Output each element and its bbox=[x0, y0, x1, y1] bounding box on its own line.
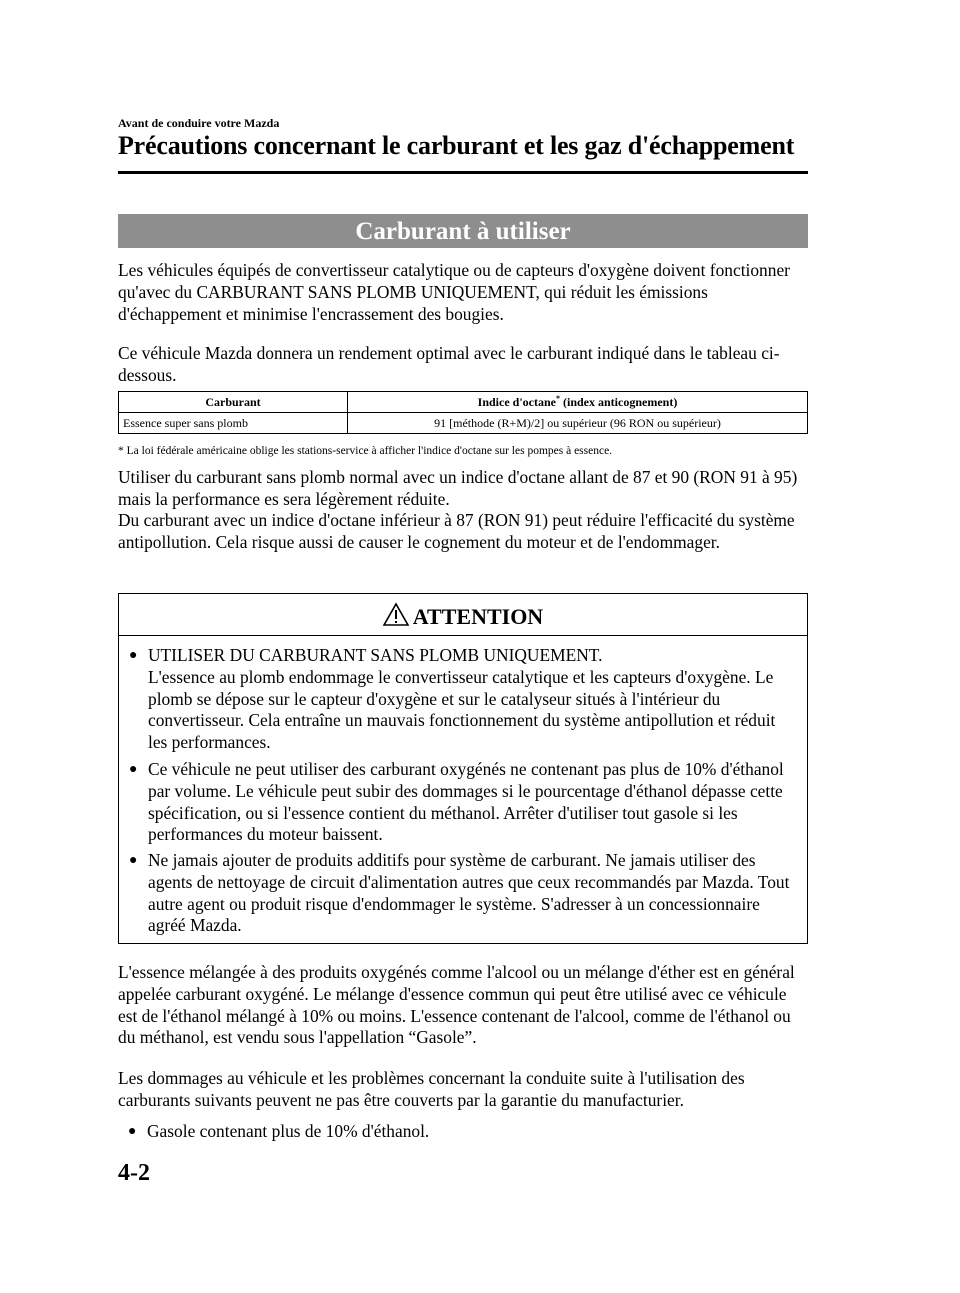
octane-column-header bbox=[348, 392, 808, 413]
chapter-title-rule bbox=[118, 171, 808, 174]
bullet-icon: ● bbox=[128, 1124, 137, 1139]
attention-item-text: Ne jamais ajouter de produits additifs pour système de carburant. Ne jamais utiliser des agents de nettoyage de circuit d'alimentation autres que ceux recommandés par Mazda. Tout autre agent ou produit risque d'endommager le système. S'adresser à un concessionnaire agréé Mazda. bbox=[148, 850, 790, 936]
fuel-table-header-row bbox=[119, 392, 808, 413]
bullet-icon: ● bbox=[129, 648, 138, 663]
closing-paragraph-1: L'essence mélangée à des produits oxygénés comme l'alcool ou un mélange d'éther est en général appelée carburant oxygéné. Le mélange d'essence commun qui peut être utilisé avec ce véhicule est de l'éthanol mélangé à 10% ou moins. L'essence contenant de l'alcool, comme de l'éthanol ou du méthanol, est vendu sous l'appellation “Gasole”. bbox=[118, 962, 795, 1048]
attention-item-text: Ce véhicule ne peut utiliser des carburant oxygénés ne contenant pas plus de 10% d'éthanol par volume. Le véhicule peut subir des dommages si le pourcentage d'éthanol dépasse cette spécification, ou si l'essence contient du méthanol. Arrêter d'utiliser tout gasole si les performances du moteur baissent. bbox=[148, 759, 784, 845]
closing-bullet-item bbox=[128, 1121, 807, 1143]
page-number: 4-2 bbox=[118, 1160, 150, 1186]
after-table-paragraph-2: Du carburant avec un indice d'octane inférieur à 87 (RON 91) peut réduire l'efficacité du système antipollution. Cela risque aussi de causer le cognement du moteur et de l'endommager. bbox=[118, 510, 795, 552]
attention-box bbox=[118, 593, 808, 944]
attention-item-text: UTILISER DU CARBURANT SANS PLOMB UNIQUEMENT. L'essence au plomb endommage le convertisseur catalytique et les capteurs d'oxygène. Le plomb se dépose sur le capteur d'oxygène et sur le catalyseur situés à l'intérieur du convertisseur. Cela entraîne un mauvais fonctionnement du système antipollution et réduit les performances. bbox=[148, 645, 776, 753]
closing-paragraph-2: Les dommages au véhicule et les problèmes concernant la conduite suite à l'utilisation des carburants suivants peuvent ne pas être couverts par la garantie du manufacturier. bbox=[118, 1068, 745, 1110]
attention-title: ATTENTION bbox=[412, 604, 544, 629]
fuel-table bbox=[118, 391, 808, 434]
bullet-icon: ● bbox=[129, 762, 138, 777]
octane-value-cell: 91 [méthode (R+M)/2] ou supérieur (96 RON ou supérieur) bbox=[348, 413, 808, 434]
intro-paragraph-2: Ce véhicule Mazda donnera un rendement optimal avec le carburant indiqué dans le tableau ci-dessous. bbox=[118, 343, 780, 385]
octane-header-label: Indice d'octane bbox=[477, 395, 556, 409]
chapter-title: Précautions concernant le carburant et les gaz d'échappement bbox=[118, 131, 795, 160]
fuel-column-header: Carburant bbox=[119, 392, 348, 413]
attention-item bbox=[129, 759, 798, 846]
warning-triangle-icon bbox=[383, 596, 409, 642]
fuel-type-cell: Essence super sans plomb bbox=[119, 413, 348, 434]
closing-bullet-text: Gasole contenant plus de 10% d'éthanol. bbox=[147, 1121, 430, 1141]
octane-footnote-marker: * bbox=[556, 394, 560, 403]
table-row bbox=[119, 413, 808, 434]
attention-header bbox=[119, 594, 807, 636]
attention-item bbox=[129, 645, 798, 754]
breadcrumb: Avant de conduire votre Mazda bbox=[118, 116, 280, 130]
table-footnote: * La loi fédérale américaine oblige les stations-service à afficher l'indice d'octane sur les pompes à essence. bbox=[118, 445, 613, 457]
after-table-paragraph-1: Utiliser du carburant sans plomb normal avec un indice d'octane allant de 87 et 90 (RON 91 à 95) mais la performance es sera légèrement réduite. bbox=[118, 467, 798, 509]
attention-item bbox=[129, 850, 798, 937]
section-title: Carburant à utiliser bbox=[118, 214, 808, 248]
intro-paragraph-1: Les véhicules équipés de convertisseur catalytique ou de capteurs d'oxygène doivent fonctionner qu'avec du CARBURANT SANS PLOMB UNIQUEMENT, qui réduit les émissions d'échappement et minimise l'encrassement des bougies. bbox=[118, 260, 790, 324]
octane-header-suffix: (index anticognement) bbox=[560, 395, 678, 409]
bullet-icon: ● bbox=[129, 853, 138, 868]
